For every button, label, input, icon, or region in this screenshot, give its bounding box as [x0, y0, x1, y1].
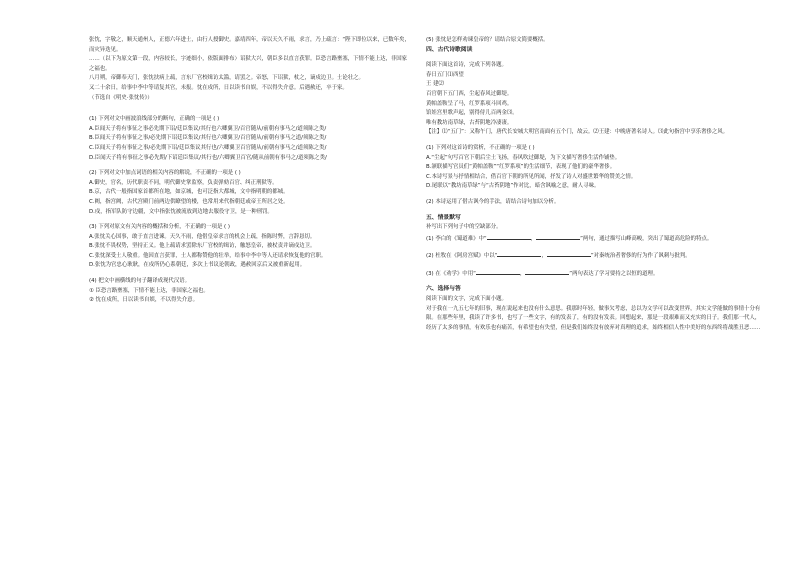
- question-3-option-c: C.张忱深受士人敬重。他因直言获罪，士人都称赞他的壮举，给事中李中等人还请求恢复他的官职。: [89, 252, 327, 259]
- fill-3-blank-2[interactable]: [525, 268, 569, 275]
- passage-paragraph-3: 八月朔，帝御奉天门，张忱扶病上疏，言东厂官校缉访太滥，请罢之。帝怒，下诏狱，杖之，谪戍边卫。士论壮之。: [89, 75, 364, 82]
- fill-item-1: [426, 233, 762, 245]
- right-column: [426, 36, 762, 333]
- fill-2-blank-2[interactable]: [547, 250, 591, 257]
- fill-2-text-c: ”对秦统治者奢侈的行为作了讽刺与批判。: [590, 253, 691, 260]
- question-3-option-b: B.张忱不畏权势，坚持正义。他上疏请求罢除东厂官校的缉访，触怒皇帝，被杖责并谪戍边卫。: [89, 243, 316, 250]
- question-4-item-2: ② 忱在戍所，日以读书自娱，不以得失介意。: [89, 297, 198, 304]
- passage-source: （节选自《明史·张忱传》）: [89, 94, 153, 101]
- poem-line-3: 馆娃宫里歌声起，别得侍儿百两金⑶。: [426, 110, 518, 117]
- poem-author: 王 建⑵: [426, 81, 444, 88]
- fill-3-text-c: ”两句表达了学习要持之以恒的道理。: [569, 270, 659, 277]
- poem-question-1-option-c: C.本诗写景与抒情相结合，借百官下朝的所见所闻，抒发了诗人对盛世繁华的赞美之情。: [426, 173, 637, 180]
- poem-line-4: 唯有教坊南草绿，古苔阴地冷凄凄。: [426, 119, 513, 126]
- question-1-option-a: A.臣闻天子将有事征之事必先期下诏/廷臣集议/其行也六卿翼卫/百官随从/前朝有事马之/道须陈之类/: [89, 125, 327, 132]
- poem-question-1-option-a: A.“尘起”句写百官下朝后尘土飞扬，春风吹过御堤，为下文描写奢侈生活作铺垫。: [426, 154, 621, 161]
- question-3-stem: (3) 下列对原文有关内容的概括和分析，不正确的一项是 ( ): [89, 224, 230, 231]
- question-1-option-d: D.臣闻天子将有事征之事必先期/下诏廷臣集议/其行也/六卿翼卫百官/随从前朝有事马之/道须陈之类/: [89, 154, 327, 161]
- poem-title: 春日五门⑴西望: [426, 71, 464, 78]
- question-2-option-d: D.戍，指军队防守边疆，文中指张忱被流放到边地去服役守卫，是一种刑罚。: [89, 208, 273, 215]
- section-6-heading: 六、选择与答: [426, 286, 461, 293]
- poem-line-2: 黄帕盖鞍呈了马，红罗系项斗回鸡。: [426, 100, 513, 107]
- fill-3-blank-1[interactable]: [476, 268, 520, 275]
- question-2-option-c: C.阙，指宫阙，古代宫殿门前两边供瞭望的楼，也常用来代指朝廷或帝王所居之处。: [89, 198, 289, 205]
- poem-line-1: 百官朝下五门西，尘起春风过御堤。: [426, 90, 513, 97]
- fill-3-text-a: (3) 在《劝学》中用“: [426, 270, 476, 277]
- question-5-stem: (5) 张忱是怎样劝谏皇帝的？请结合原文简要概括。: [426, 37, 549, 43]
- poem-note: 【注】⑴“五门”：又称午门，唐代长安城大明宫南面有五个门，故云。⑵王建：中晚唐著名诗人。⑶此句指宫中享乐奢侈之风。: [426, 129, 729, 136]
- fill-item-3: [426, 268, 762, 280]
- question-4-item-1: ① 臣恐言路壅塞，下情不能上达，非国家之福也。: [89, 287, 209, 294]
- question-1-option-b: B.臣闻天子将有事征之事/必先期下诏廷臣集议/其行也六卿翼卫/百官随从/前朝有事马之道/须陈之类/: [89, 135, 327, 142]
- passage-paragraph-1: 张忱，字敬之，顺天通州人，正德六年进士，由行人授御史。嘉靖四年，帝以天久不雨，求言，乃上疏言：“陛下即位以来，已数年矣，而灾异迭见。: [89, 37, 410, 53]
- fill-1-text-a: (1) 李白的《蜀道难》中“: [426, 235, 487, 242]
- poem-question-1-stem: (1) 下列对这首诗的赏析，不正确的一项是 ( ): [426, 144, 535, 151]
- section-4-heading: 四、古代诗歌阅读: [426, 46, 473, 53]
- poem-question-2-stem: (2) 本诗运用了借古讽今的手法，请结合诗句加以分析。: [426, 198, 560, 205]
- fill-1-blank-1[interactable]: [487, 233, 531, 240]
- fill-intro: 补写出下列句子中的空缺部分。: [426, 224, 502, 231]
- reading-intro: 阅读下面的文字，完成下面小题。: [426, 296, 507, 303]
- fill-3-text-b: ，: [519, 270, 526, 277]
- fill-1-text-b: ，: [530, 235, 537, 242]
- fill-2-blank-1[interactable]: [497, 250, 541, 257]
- question-2-option-b: B.京，古代一般指国家首都所在地，如京城，也可泛指大都城，文中指明朝的都城。: [89, 189, 289, 196]
- poem-intro: 阅读下面这首诗，完成下列各题。: [426, 62, 507, 69]
- fill-1-text-c: ”两句，通过描写山峰高峻，突出了蜀道高危险的特点。: [580, 235, 713, 242]
- question-2-option-a: A.御史，官名，历代职责不同，明代御史掌监察，负责弹劾百官、纠正刑狱等。: [89, 179, 278, 186]
- question-4-stem: (4) 把文中画横线的句子翻译成现代汉语。: [89, 278, 190, 285]
- left-column: [89, 36, 411, 306]
- poem-question-1-option-b: B.颔联描写官员们“黄帕盖鞍”“红罗系项”的生活细节，表现了他们的豪华奢侈。: [426, 164, 616, 171]
- fill-1-blank-2[interactable]: [536, 233, 580, 240]
- poem-question-1-option-d: D.尾联以“教坊南草绿”与“古苔阴地”作对比，暗含讽喻之意，耐人寻味。: [426, 183, 600, 190]
- question-1-option-c: C.臣闻天子将有事征之事/必先期下诏/廷臣集议其行也/六卿翼卫百官随从/前朝有事马之/道须陈之类/: [89, 144, 327, 151]
- question-2-stem: (2) 下列对文中加点词语的相关内容的解说，不正确的一项是 ( ): [89, 170, 241, 177]
- question-3-option-d: D.张忱为官忠心耿耿，在戍所仍心系朝廷，多次上书议论朝政，遇赦回京后又被重新起用。: [89, 262, 306, 269]
- fill-item-2: [426, 250, 762, 262]
- question-3-option-a: A.张忱关心国事，敢于直言进谏。天久不雨，他借皇帝求言的机会上疏，指陈时弊，言辞恳切。: [89, 233, 316, 240]
- question-1-stem: (1) 下列对文中画波浪线部分的断句，正确的一项是 ( ): [89, 116, 220, 123]
- passage-paragraph-2: ……（以下为原文第一段，内容较长，字迹细小，依版面排布）诏狱大兴，朝臣多以直言获罪。臣恐言路壅塞，下情不能上达，非国家之福也。: [89, 56, 408, 72]
- fill-2-text-a: (2) 杜牧在《阿房宫赋》中以“: [426, 253, 498, 260]
- fill-2-text-b: ，: [541, 253, 547, 260]
- section-5-heading: 五、情景默写: [426, 214, 461, 221]
- passage-paragraph-4: 又二十余日，给事中李中等请复其官，未报。忱在戍所，日以读书自娱，不以得失介意。后遇赦还，卒于家。: [89, 84, 348, 91]
- reading-text: 对于我在一九五七年的旧事，现在说起来也没有什么意思。我那时年轻，做事欠考虑，总以为文学可以改变世界，其实文学能做的事情十分有限。在那些年里，我读了许多书，也写了一些文字，有的发表了，有的没有发表。回想起来，那是一段艰难而又充实的日子。我们那一代人，经历了太多的事情，有欢乐也有痛苦，有希望也有失望，但是我们始终没有放弃对真理的追求，始终相信人性中美好的东西终将战胜丑恶……: [426, 305, 761, 331]
